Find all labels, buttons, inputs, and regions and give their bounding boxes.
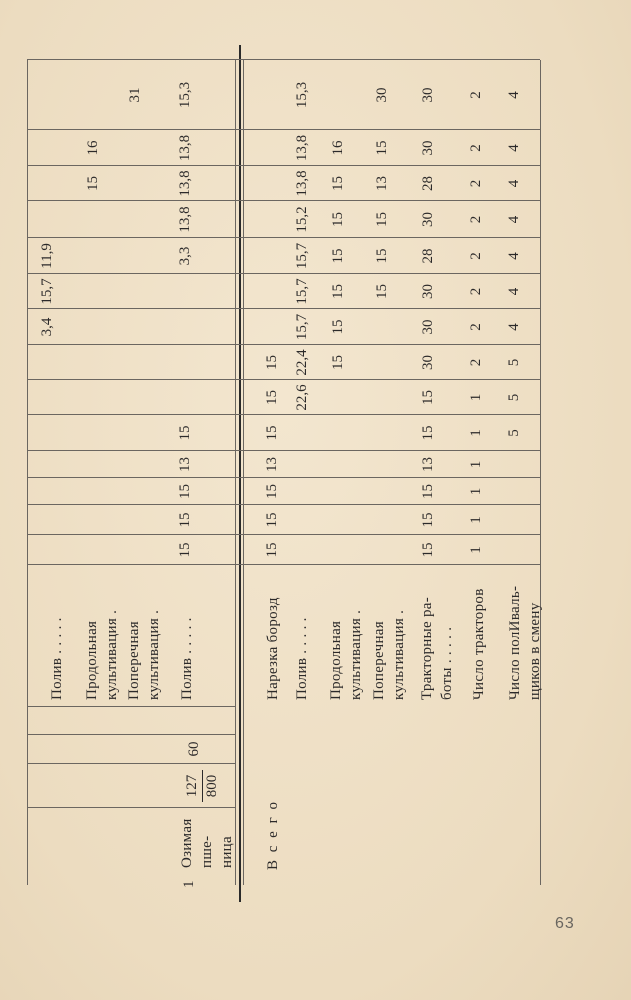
block1-cell: 15,3 (177, 81, 193, 109)
block2-cell: 22,4 (294, 349, 310, 376)
block1-cell: 3,4 (39, 317, 55, 337)
crop-name: Озимая (179, 818, 195, 868)
block2-cell: 13 (374, 176, 390, 191)
block2-cell: 15,7 (294, 313, 310, 341)
data-col-divider-8 (27, 308, 540, 309)
fraction-bar (202, 770, 203, 802)
block1-row-label: Продольная (84, 620, 100, 700)
block2-cell: 2 (468, 323, 484, 331)
block2-cell: 30 (420, 319, 436, 335)
block2-cell: 1 (468, 546, 484, 554)
block2-cell: 30 (420, 212, 436, 227)
block2-cell: 15,2 (294, 206, 310, 233)
page-number: 63 (555, 915, 575, 932)
crop-index: 1 (181, 880, 197, 888)
block2-cell: 5 (506, 429, 522, 437)
left-col-divider-0 (27, 807, 235, 808)
block2-cell: 4 (506, 215, 522, 224)
block1-cell: 11,9 (39, 243, 55, 269)
block2-cell: 2 (468, 287, 484, 296)
block2-cell: 1 (468, 460, 484, 469)
block2-cell: 13,8 (294, 170, 310, 197)
block1-cell: 15 (177, 512, 193, 528)
block2-cell: 15,7 (294, 278, 310, 305)
data-col-divider-2 (27, 504, 540, 505)
block2-row-label: Число тракторов (471, 588, 487, 700)
block2-cell: 15 (374, 140, 390, 156)
block2-cell: 15 (420, 542, 436, 558)
col-value-60: 60 (186, 741, 202, 757)
block2-cell: 15 (264, 355, 280, 370)
block1-cell: 13 (177, 457, 193, 472)
block2-cell: 4 (506, 91, 522, 99)
block2-cell: 15 (330, 284, 346, 299)
table-rule-1 (235, 60, 236, 885)
block2-cell: 28 (420, 176, 436, 191)
block2-cell: 30 (420, 355, 436, 370)
data-col-divider-6 (27, 379, 540, 380)
block2-row-label: Тракторные ра- (419, 596, 435, 700)
data-col-divider-13 (27, 129, 540, 130)
block2-cell: 15 (264, 425, 280, 441)
block1-row-label: культивация . (104, 609, 120, 700)
block2-cell: 15 (330, 176, 346, 191)
block2-cell: 15 (264, 484, 280, 499)
block2-cell: 13 (264, 457, 280, 472)
block2-cell: 15 (264, 512, 280, 528)
block2-cell: 30 (420, 87, 436, 103)
left-col-divider-2 (27, 734, 235, 735)
data-col-divider-3 (27, 477, 540, 478)
data-col-divider-0 (27, 564, 540, 565)
block1-cell: 3,3 (177, 246, 193, 266)
block2-cell: 30 (420, 284, 436, 299)
crop-name: ница (219, 836, 235, 868)
block2-cell: 13,8 (294, 134, 310, 162)
left-col-divider-1 (27, 763, 235, 764)
block2-cell: 1 (468, 487, 484, 496)
block2-cell: 5 (506, 358, 522, 367)
block2-cell: 2 (468, 179, 484, 188)
block2-cell: 4 (506, 252, 522, 260)
block2-cell: 22,6 (294, 384, 310, 411)
area-numerator: 127 (184, 774, 200, 798)
block2-cell: 2 (468, 358, 484, 367)
block1-row-label: Полив . . . . . (179, 617, 195, 700)
block2-cell: 30 (420, 140, 436, 156)
block2-row-label: щиков в смену (527, 602, 543, 700)
block2-cell: 4 (506, 287, 522, 296)
block2-cell: 15 (330, 212, 346, 227)
block2-cell: 5 (506, 393, 522, 402)
left-col-divider-3 (27, 706, 235, 707)
block2-cell: 15 (330, 248, 346, 264)
block2-cell: 15 (420, 425, 436, 441)
block1-cell: 16 (85, 140, 101, 156)
block2-cell: 4 (506, 179, 522, 188)
block2-row-label: Продольная (328, 620, 344, 700)
block1-row-label: культивация . (146, 609, 162, 700)
block2-cell: 2 (468, 252, 484, 260)
block2-row-label: Число полИваль- (507, 585, 523, 700)
block2-cell: 30 (374, 87, 390, 103)
block2-cell: 15 (330, 355, 346, 370)
block1-cell: 15 (177, 425, 193, 441)
block2-cell: 15 (420, 390, 436, 405)
data-col-divider-11 (27, 200, 540, 201)
block2-cell: 1 (468, 393, 484, 402)
data-col-divider-7 (27, 344, 540, 345)
data-col-divider-1 (27, 534, 540, 535)
block2-cell: 15 (374, 284, 390, 299)
area-denominator: 800 (204, 774, 220, 798)
block2-row-label: Нарезка борозд (265, 597, 281, 700)
table-rule-0 (27, 60, 28, 885)
block2-cell: 15 (374, 212, 390, 227)
block1-cell: 15,7 (39, 278, 55, 305)
block2-cell: 15,3 (294, 81, 310, 109)
block1-cell: 13,8 (177, 206, 193, 233)
table-rule-3 (243, 60, 244, 885)
block1-cell: 15 (85, 176, 101, 191)
block2-cell: 4 (506, 323, 522, 331)
block2-cell: 16 (330, 140, 346, 156)
data-col-divider-14 (27, 59, 540, 60)
data-col-divider-10 (27, 237, 540, 238)
block1-cell: 15 (177, 542, 193, 558)
block2-cell: 1 (468, 429, 484, 437)
block1-cell: 13,8 (177, 170, 193, 197)
block2-cell: 1 (468, 516, 484, 524)
data-col-divider-9 (27, 273, 540, 274)
block2-cell: 2 (468, 91, 484, 99)
block2-cell: 13 (420, 457, 436, 472)
block2-row-label: боты . . . . . (439, 626, 455, 700)
data-col-divider-12 (27, 165, 540, 166)
block2-row-label: культивация . (391, 609, 407, 700)
table-rule-2 (239, 45, 241, 902)
block1-cell: 31 (127, 87, 143, 103)
block2-cell: 28 (420, 248, 436, 264)
block1-cell: 13,8 (177, 134, 193, 162)
block2-cell: 15 (374, 248, 390, 264)
block1-row-label: Поперечная (126, 621, 142, 700)
area-fraction (184, 766, 221, 806)
block2-row-label: Полив . . . . . (294, 617, 310, 700)
block2-cell: 2 (468, 215, 484, 224)
block2-cell: 4 (506, 144, 522, 152)
block2-cell: 15 (420, 484, 436, 499)
block2-cell: 15 (420, 512, 436, 528)
table-rule-4 (540, 60, 541, 885)
block2-cell: 15 (264, 542, 280, 558)
block2-cell: 2 (468, 144, 484, 152)
block2-cell: 15 (264, 390, 280, 405)
data-col-divider-5 (27, 414, 540, 415)
block2-row-label: культивация . (348, 609, 364, 700)
block2-cell: 15,7 (294, 242, 310, 270)
crop-name: пше- (199, 835, 215, 868)
block1-row-label: Полив . . . . . (49, 617, 65, 700)
totals-heading: В с е г о (265, 800, 281, 870)
block2-cell: 15 (330, 319, 346, 335)
data-col-divider-4 (27, 450, 540, 451)
block1-cell: 15 (177, 484, 193, 499)
block2-row-label: Поперечная (371, 621, 387, 700)
